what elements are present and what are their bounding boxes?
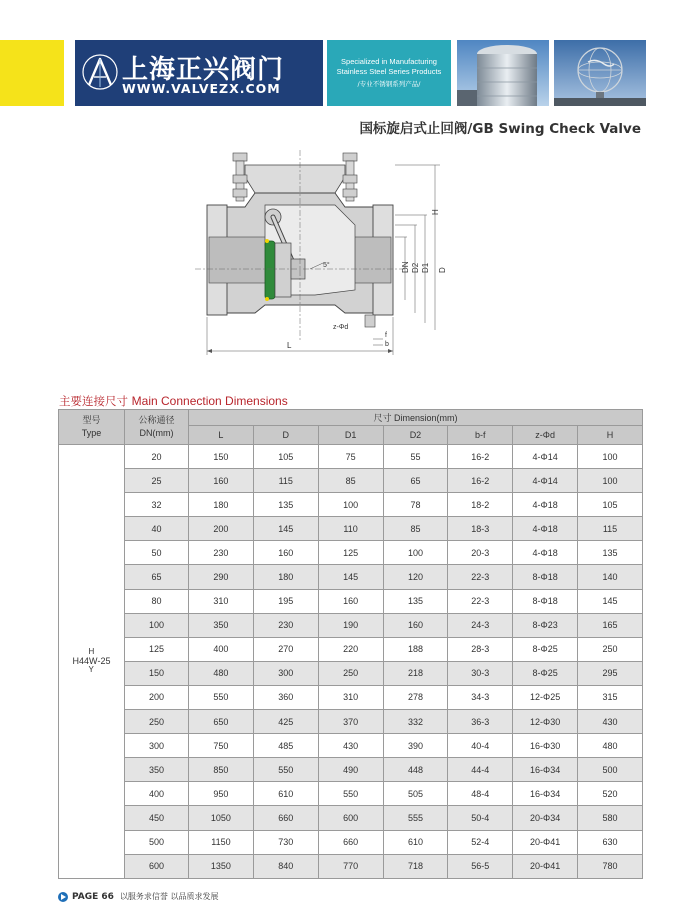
value-cell-zd: 20-Φ34: [513, 806, 578, 830]
value-cell-l: 400: [189, 637, 254, 661]
dn-cell: 65: [125, 565, 189, 589]
value-cell-d: 145: [253, 517, 318, 541]
table-row: [59, 661, 643, 685]
value-cell-zd: 4-Φ18: [513, 493, 578, 517]
value-cell-l: 1050: [189, 806, 254, 830]
table-row: [59, 445, 643, 469]
value-cell-l: 750: [189, 734, 254, 758]
table-row: [59, 613, 643, 637]
dn-cell: 40: [125, 517, 189, 541]
value-cell-zd: 12-Φ30: [513, 710, 578, 734]
value-cell-d1: 370: [318, 710, 383, 734]
value-cell-d2: 448: [383, 758, 448, 782]
value-cell-d2: 610: [383, 830, 448, 854]
dimension-label-d2: D2: [411, 262, 420, 273]
value-cell-d2: 160: [383, 613, 448, 637]
dn-header: 公称通径 DN(mm): [125, 410, 189, 445]
value-cell-h: 295: [578, 661, 643, 685]
dimension-label-dn: DN: [401, 261, 410, 273]
column-header-d1: D1: [318, 426, 383, 445]
value-cell-h: 500: [578, 758, 643, 782]
value-cell-h: 480: [578, 734, 643, 758]
value-cell-d2: 390: [383, 734, 448, 758]
value-cell-d1: 490: [318, 758, 383, 782]
value-cell-zd: 20-Φ41: [513, 854, 578, 878]
column-header-bf: b-f: [448, 426, 513, 445]
value-cell-zd: 4-Φ18: [513, 517, 578, 541]
value-cell-d1: 250: [318, 661, 383, 685]
value-cell-zd: 16-Φ34: [513, 782, 578, 806]
value-cell-zd: 4-Φ14: [513, 445, 578, 469]
value-cell-bf: 30-3: [448, 661, 513, 685]
value-cell-bf: 50-4: [448, 806, 513, 830]
dn-cell: 50: [125, 541, 189, 565]
value-cell-d1: 550: [318, 782, 383, 806]
dn-cell: 80: [125, 589, 189, 613]
value-cell-d2: 278: [383, 685, 448, 709]
footer-slogan: 以服务求信誉 以品质求发展: [119, 892, 219, 901]
value-cell-bf: 22-3: [448, 565, 513, 589]
column-header-l: L: [189, 426, 254, 445]
value-cell-h: 140: [578, 565, 643, 589]
table-row: [59, 830, 643, 854]
table-row: [59, 854, 643, 878]
dn-cell: 32: [125, 493, 189, 517]
play-arrow-icon: [58, 892, 68, 902]
value-cell-h: 165: [578, 613, 643, 637]
value-cell-l: 480: [189, 661, 254, 685]
value-cell-zd: 8-Φ25: [513, 637, 578, 661]
table-row: [59, 758, 643, 782]
value-cell-d2: 555: [383, 806, 448, 830]
brand-logo-panel: [75, 40, 323, 106]
value-cell-d: 195: [253, 589, 318, 613]
value-cell-d2: 120: [383, 565, 448, 589]
value-cell-zd: 8-Φ18: [513, 589, 578, 613]
yellow-accent-block: [0, 40, 64, 106]
tagline-line-2: Stainless Steel Series Products: [336, 67, 442, 76]
value-cell-d2: 188: [383, 637, 448, 661]
value-cell-l: 550: [189, 685, 254, 709]
value-cell-h: 250: [578, 637, 643, 661]
value-cell-zd: 12-Φ25: [513, 685, 578, 709]
value-cell-bf: 40-4: [448, 734, 513, 758]
brand-website-url: WWW.VALVEZX.COM: [122, 81, 281, 96]
dn-cell: 350: [125, 758, 189, 782]
value-cell-zd: 8-Φ18: [513, 565, 578, 589]
column-header-d: D: [253, 426, 318, 445]
table-row: [59, 517, 643, 541]
value-cell-d2: 332: [383, 710, 448, 734]
value-cell-d2: 65: [383, 469, 448, 493]
value-cell-zd: 4-Φ14: [513, 469, 578, 493]
dimensions-table: [58, 409, 643, 879]
value-cell-d1: 310: [318, 685, 383, 709]
value-cell-l: 230: [189, 541, 254, 565]
value-cell-l: 290: [189, 565, 254, 589]
table-row: [59, 589, 643, 613]
value-cell-d1: 110: [318, 517, 383, 541]
value-cell-d: 485: [253, 734, 318, 758]
page-footer: [58, 891, 218, 902]
swing-check-valve-drawing: [195, 145, 450, 360]
brand-name-cn: 上海正兴阀门: [122, 55, 285, 85]
value-cell-d: 730: [253, 830, 318, 854]
section-heading-en: Main Connection Dimensions: [131, 394, 288, 408]
page-number: PAGE 66: [72, 891, 114, 902]
value-cell-d2: 135: [383, 589, 448, 613]
value-cell-d: 550: [253, 758, 318, 782]
dn-cell: 300: [125, 734, 189, 758]
value-cell-d1: 430: [318, 734, 383, 758]
value-cell-zd: 16-Φ34: [513, 758, 578, 782]
tagline-line-1: Specialized in Manufacturing: [341, 57, 437, 66]
value-cell-l: 1150: [189, 830, 254, 854]
value-cell-d2: 218: [383, 661, 448, 685]
table-row: [59, 637, 643, 661]
industrial-tank-photo: [457, 40, 549, 106]
dn-cell: 200: [125, 685, 189, 709]
dimension-label-f: f: [385, 332, 387, 339]
value-cell-h: 100: [578, 445, 643, 469]
dimension-group-header: 尺寸 Dimension(mm): [189, 410, 643, 426]
value-cell-d2: 718: [383, 854, 448, 878]
value-cell-h: 580: [578, 806, 643, 830]
value-cell-h: 105: [578, 493, 643, 517]
dn-cell: 150: [125, 661, 189, 685]
value-cell-d: 135: [253, 493, 318, 517]
value-cell-d2: 505: [383, 782, 448, 806]
value-cell-d: 425: [253, 710, 318, 734]
angle-label: 5°: [323, 262, 330, 269]
value-cell-d1: 160: [318, 589, 383, 613]
table-row: [59, 493, 643, 517]
table-row: [59, 685, 643, 709]
value-cell-bf: 18-2: [448, 493, 513, 517]
model-code-cell: [59, 445, 125, 879]
value-cell-d: 360: [253, 685, 318, 709]
value-cell-d2: 78: [383, 493, 448, 517]
dn-cell: 25: [125, 469, 189, 493]
bolt-hole-label: z-Φd: [333, 324, 349, 331]
value-cell-bf: 22-3: [448, 589, 513, 613]
value-cell-d: 660: [253, 806, 318, 830]
value-cell-d: 270: [253, 637, 318, 661]
value-cell-bf: 16-2: [448, 445, 513, 469]
tagline-panel: [327, 40, 451, 106]
value-cell-h: 315: [578, 685, 643, 709]
dn-cell: 400: [125, 782, 189, 806]
table-row: [59, 541, 643, 565]
value-cell-zd: 8-Φ23: [513, 613, 578, 637]
value-cell-h: 520: [578, 782, 643, 806]
dn-cell: 450: [125, 806, 189, 830]
value-cell-d: 105: [253, 445, 318, 469]
value-cell-l: 180: [189, 493, 254, 517]
value-cell-l: 160: [189, 469, 254, 493]
table-row: [59, 806, 643, 830]
value-cell-d1: 85: [318, 469, 383, 493]
table-row: [59, 710, 643, 734]
value-cell-d: 115: [253, 469, 318, 493]
value-cell-h: 780: [578, 854, 643, 878]
value-cell-d2: 55: [383, 445, 448, 469]
value-cell-bf: 24-3: [448, 613, 513, 637]
value-cell-l: 1350: [189, 854, 254, 878]
value-cell-zd: 4-Φ18: [513, 541, 578, 565]
value-cell-h: 100: [578, 469, 643, 493]
value-cell-h: 430: [578, 710, 643, 734]
dn-cell: 125: [125, 637, 189, 661]
table-row: [59, 782, 643, 806]
dn-cell: 100: [125, 613, 189, 637]
dn-cell: 20: [125, 445, 189, 469]
value-cell-h: 630: [578, 830, 643, 854]
model-code: H44 H W Y -25: [72, 647, 111, 675]
value-cell-zd: 8-Φ25: [513, 661, 578, 685]
value-cell-d1: 75: [318, 445, 383, 469]
value-cell-l: 200: [189, 517, 254, 541]
value-cell-d: 180: [253, 565, 318, 589]
value-cell-zd: 16-Φ30: [513, 734, 578, 758]
column-header-h: H: [578, 426, 643, 445]
brand-logo-icon: [81, 51, 119, 93]
value-cell-bf: 16-2: [448, 469, 513, 493]
value-cell-l: 150: [189, 445, 254, 469]
table-row: [59, 734, 643, 758]
dimension-label-d: D: [438, 267, 447, 273]
value-cell-bf: 52-4: [448, 830, 513, 854]
value-cell-bf: 56-5: [448, 854, 513, 878]
dn-cell: 600: [125, 854, 189, 878]
value-cell-bf: 20-3: [448, 541, 513, 565]
value-cell-l: 950: [189, 782, 254, 806]
value-cell-l: 310: [189, 589, 254, 613]
table-row: [59, 565, 643, 589]
dimension-label-d1: D1: [421, 262, 430, 273]
value-cell-bf: 28-3: [448, 637, 513, 661]
value-cell-bf: 18-3: [448, 517, 513, 541]
value-cell-d2: 85: [383, 517, 448, 541]
model-header: 型号 Type: [59, 410, 125, 445]
value-cell-d1: 660: [318, 830, 383, 854]
globe-sculpture-photo: [554, 40, 646, 106]
value-cell-d: 160: [253, 541, 318, 565]
value-cell-d1: 220: [318, 637, 383, 661]
value-cell-d: 610: [253, 782, 318, 806]
value-cell-h: 115: [578, 517, 643, 541]
value-cell-d1: 770: [318, 854, 383, 878]
value-cell-l: 350: [189, 613, 254, 637]
dimension-label-h: H: [431, 209, 440, 215]
value-cell-d1: 125: [318, 541, 383, 565]
value-cell-bf: 48-4: [448, 782, 513, 806]
value-cell-l: 650: [189, 710, 254, 734]
column-header-zd: z-Φd: [513, 426, 578, 445]
value-cell-d1: 100: [318, 493, 383, 517]
tagline-cn: /专业不锈钢系列产品/: [357, 80, 421, 88]
value-cell-d1: 145: [318, 565, 383, 589]
value-cell-h: 145: [578, 589, 643, 613]
value-cell-d: 300: [253, 661, 318, 685]
dn-cell: 250: [125, 710, 189, 734]
table-row: [59, 469, 643, 493]
value-cell-bf: 44-4: [448, 758, 513, 782]
value-cell-d: 230: [253, 613, 318, 637]
value-cell-d2: 100: [383, 541, 448, 565]
value-cell-bf: 36-3: [448, 710, 513, 734]
section-heading-cn: 主要连接尺寸: [59, 394, 128, 408]
page-title: 国标旋启式止回阀/GB Swing Check Valve: [359, 121, 641, 137]
section-heading: [59, 393, 288, 409]
value-cell-bf: 34-3: [448, 685, 513, 709]
value-cell-d: 840: [253, 854, 318, 878]
column-header-d2: D2: [383, 426, 448, 445]
dimension-label-b: b: [385, 341, 389, 348]
value-cell-d1: 600: [318, 806, 383, 830]
value-cell-d1: 190: [318, 613, 383, 637]
dn-cell: 500: [125, 830, 189, 854]
value-cell-zd: 20-Φ41: [513, 830, 578, 854]
value-cell-h: 135: [578, 541, 643, 565]
value-cell-l: 850: [189, 758, 254, 782]
dimension-label-l: L: [287, 341, 292, 350]
